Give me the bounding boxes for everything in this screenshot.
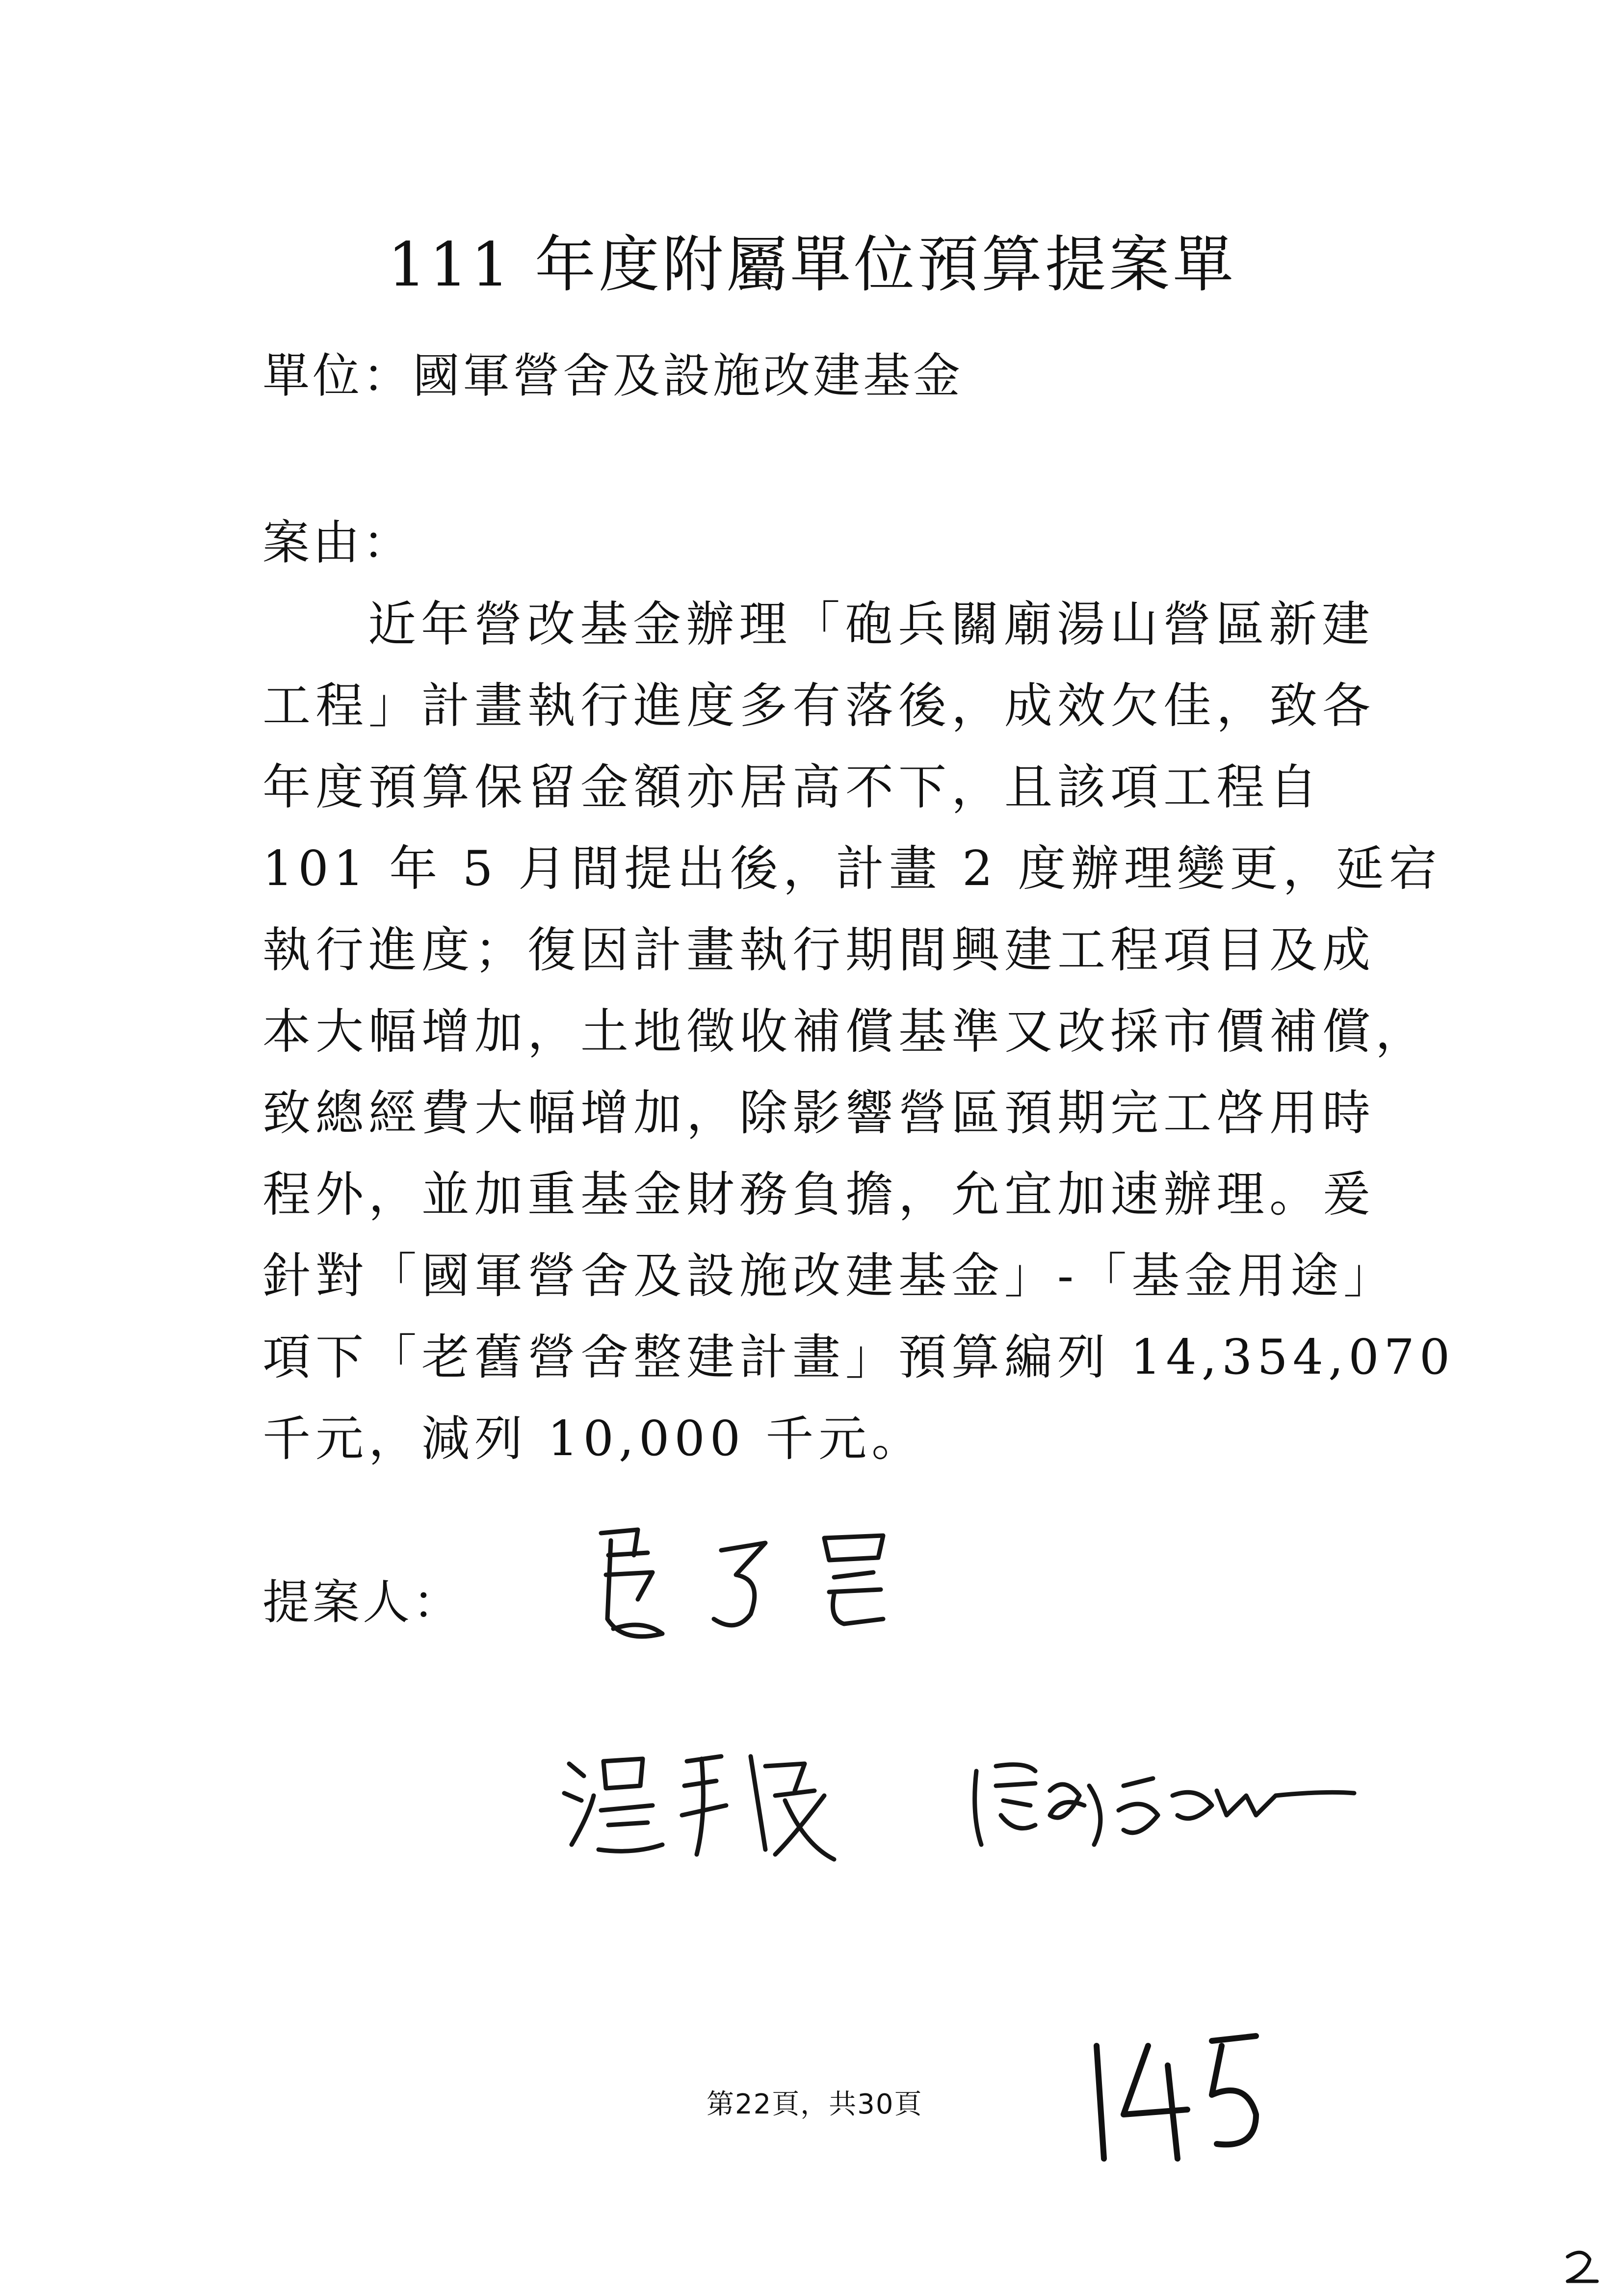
page-footer: 第22頁，共30頁 (707, 2088, 923, 2120)
reason-body (262, 584, 1460, 1480)
body-line: 千元，減列 10,000 千元。 (262, 1411, 925, 1467)
unit-line: 單位：國軍營舍及設施改建基金 (262, 348, 963, 403)
document-title: 111 年度附屬單位預算提案單 (387, 230, 1237, 300)
body-line: 年度預算保留金額亦居高不下，且該項工程自 (262, 759, 1323, 815)
body-line: 本大幅增加，土地徵收補償基準又改採市價補償， (262, 1004, 1429, 1060)
proposer-label: 提案人： (262, 1575, 463, 1630)
body-line: 程外，並加重基金財務負擔，允宜加速辦理。爰 (262, 1167, 1376, 1223)
body-line: 近年營改基金辦理「砲兵關廟湯山營區新建 (368, 597, 1375, 652)
body-line: 針對「國軍營舍及設施改建基金」-「基金用途」 (262, 1248, 1397, 1304)
body-line: 致總經費大幅增加，除影響營區預期完工啓用時 (262, 1085, 1376, 1141)
body-line: 項下「老舊營舍整建計畫」預算編列 14,354,070 (262, 1330, 1455, 1385)
body-line: 執行進度；復因計畫執行期間興建工程項目及成 (262, 922, 1376, 978)
reason-label: 案由： (262, 515, 413, 570)
body-line: 工程」計畫執行進度多有落後，成效欠佳，致各 (262, 678, 1376, 734)
body-line: 101 年 5 月間提出後，計畫 2 度辦理變更，延宕 (262, 841, 1442, 897)
